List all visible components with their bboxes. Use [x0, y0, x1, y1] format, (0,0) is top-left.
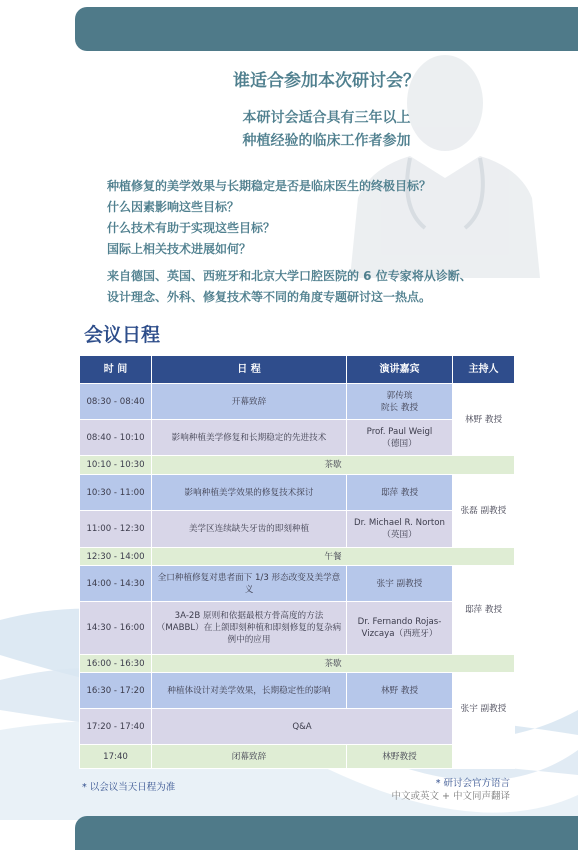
table-row [80, 745, 515, 769]
intro-line-1: 来自德国、英国、西班牙和北京大学口腔医院的 6 位专家将从诊断、 [107, 269, 472, 283]
table-row [80, 420, 515, 456]
topic-cell: 影响种植美学效果的修复技术探讨 [152, 475, 347, 511]
break-cell: 茶歇 [152, 456, 515, 475]
top-banner [75, 7, 578, 51]
speaker-cell: 林野 教授 [347, 673, 453, 709]
language-note-title: * 研讨会官方语言 [435, 778, 510, 789]
speaker-cell: 邸萍 教授 [347, 475, 453, 511]
schedule-title: 会议日程 [84, 324, 161, 346]
intro-line-2: 设计理念、外科、修复技术等不同的角度专题研讨这一热点。 [107, 290, 432, 304]
time-cell: 14:00 - 14:30 [80, 566, 152, 602]
schedule-note: * 以会议当天日程为准 [82, 782, 176, 793]
time-cell: 16:00 - 16:30 [80, 655, 152, 673]
moderator-cell: 林野 教授 [453, 384, 515, 456]
speaker-cell: Prof. Paul Weigl （德国） [347, 420, 453, 456]
audience-line-1: 本研讨会适合具有三年以上 [242, 110, 411, 126]
time-cell: 08:40 - 10:10 [80, 420, 152, 456]
table-row [80, 602, 515, 655]
time-cell: 14:30 - 16:00 [80, 602, 152, 655]
time-cell: 11:00 - 12:30 [80, 511, 152, 548]
col-header-agenda: 日 程 [152, 356, 347, 384]
col-header-speaker: 演讲嘉宾 [347, 356, 453, 384]
audience-question: 谁适合参加本次研讨会？ [233, 71, 420, 91]
table-row [80, 475, 515, 511]
break-cell: 茶歇 [152, 655, 515, 673]
question-1: 种植修复的美学效果与长期稳定是否是临床医生的终极目标？ [107, 179, 432, 193]
col-header-moderator: 主持人 [453, 356, 515, 384]
bottom-banner [75, 816, 578, 850]
topic-cell: 全口种植修复对患者面下 1/3 形态改变及美学意义 [152, 566, 347, 602]
time-cell: 08:30 - 08:40 [80, 384, 152, 420]
speaker-cell: Dr. Fernando Rojas-Vizcaya（西班牙） [347, 602, 453, 655]
qa-cell: Q&A [152, 709, 453, 745]
table-header-row [80, 356, 515, 384]
time-cell: 10:30 - 11:00 [80, 475, 152, 511]
time-cell: 12:30 - 14:00 [80, 548, 152, 566]
topic-cell: 美学区连续缺失牙齿的即刻种植 [152, 511, 347, 548]
table-row [80, 566, 515, 602]
break-cell: 午餐 [152, 548, 515, 566]
language-note-detail: 中文或英文 + 中文同声翻译 [391, 791, 510, 802]
table-row [80, 709, 515, 745]
break-row [80, 456, 515, 475]
topic-cell: 闭幕致辞 [152, 745, 347, 769]
question-3: 什么技术有助于实现这些目标？ [107, 221, 276, 235]
table-row [80, 673, 515, 709]
question-2: 什么因素影响这些目标？ [107, 200, 240, 214]
time-cell: 10:10 - 10:30 [80, 456, 152, 475]
question-4: 国际上相关技术进展如何？ [107, 242, 252, 256]
col-header-time: 时 间 [80, 356, 152, 384]
break-row [80, 655, 515, 673]
speaker-cell: Dr. Michael R. Norton （英国） [347, 511, 453, 548]
moderator-cell: 邸萍 教授 [453, 566, 515, 655]
table-row [80, 511, 515, 548]
topic-cell: 3A-2B 原则和依据最根方骨高度的方法（MABBL）在上颌即刻种植和即刻修复的复杂病例中的应用 [152, 602, 347, 655]
speaker-cell: 林野教授 [347, 745, 453, 769]
time-cell: 17:20 - 17:40 [80, 709, 152, 745]
time-cell: 16:30 - 17:20 [80, 673, 152, 709]
audience-line-2: 种植经验的临床工作者参加 [242, 133, 411, 149]
schedule-table [79, 355, 515, 769]
moderator-cell: 张宇 副教授 [453, 673, 515, 745]
topic-cell: 种植体设计对美学效果，长期稳定性的影响 [152, 673, 347, 709]
break-row [80, 548, 515, 566]
speaker-cell: 郭传瑸 院长 教授 [347, 384, 453, 420]
topic-cell: 开幕致辞 [152, 384, 347, 420]
time-cell: 17:40 [80, 745, 152, 769]
topic-cell: 影响种植美学修复和长期稳定的先进技术 [152, 420, 347, 456]
speaker-cell: 张宇 副教授 [347, 566, 453, 602]
moderator-cell: 张磊 副教授 [453, 475, 515, 548]
moderator-cell-empty [453, 745, 515, 769]
table-row [80, 384, 515, 420]
